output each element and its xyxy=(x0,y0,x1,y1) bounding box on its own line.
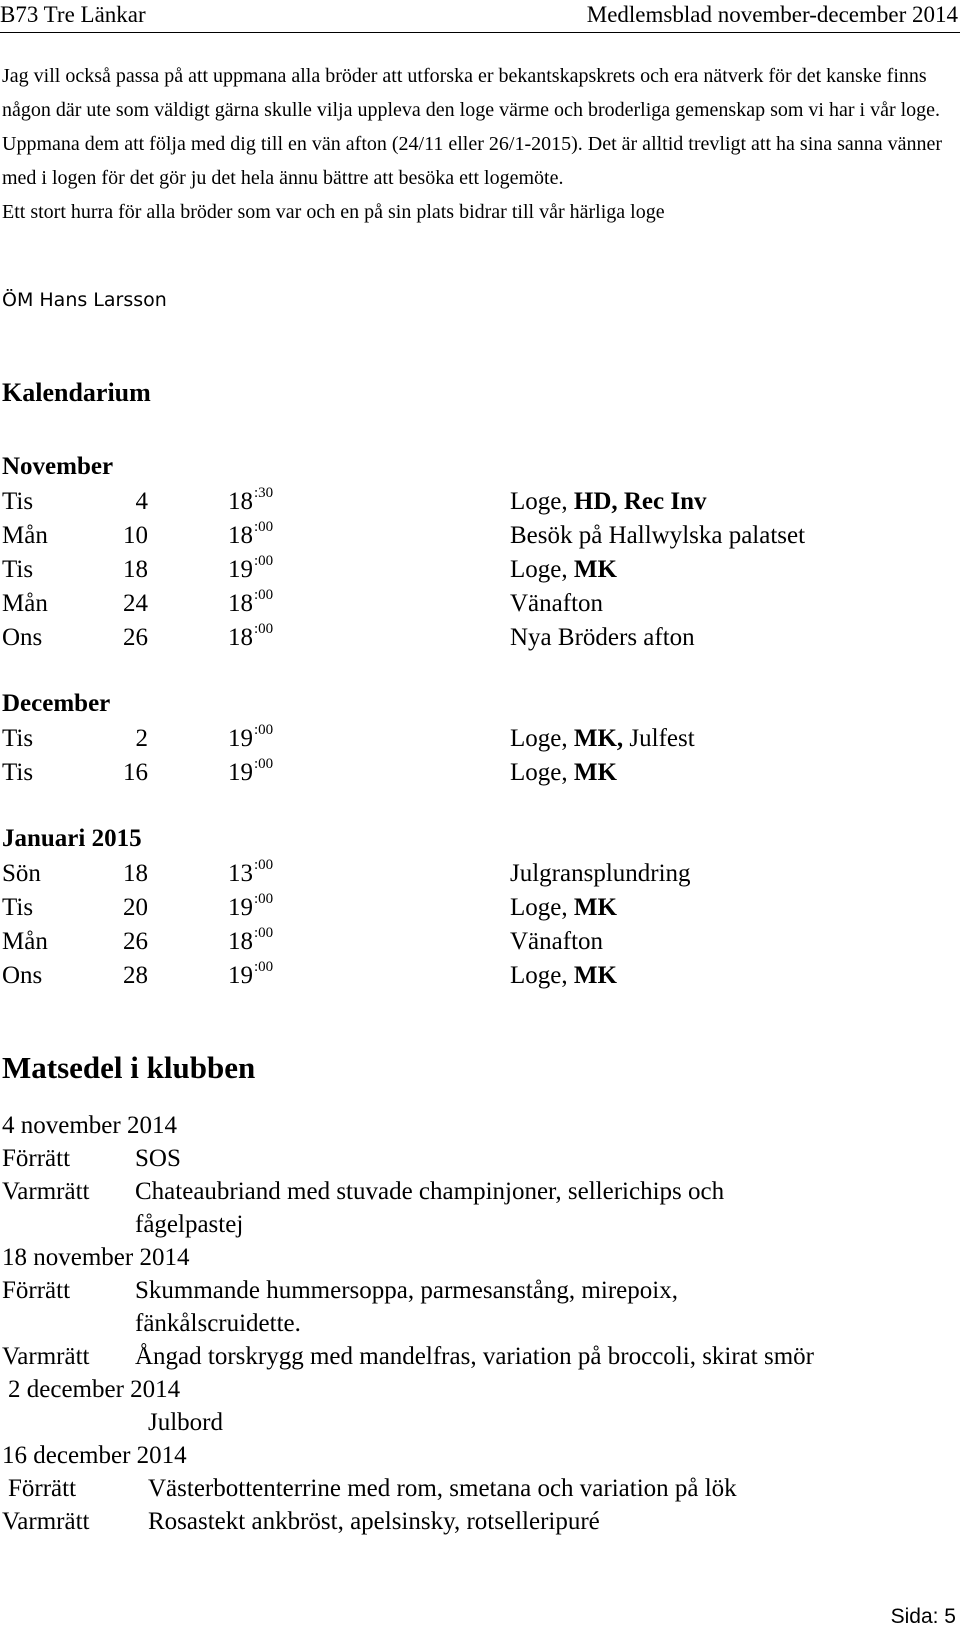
event-text-bold: MK xyxy=(573,962,617,989)
event-text-bold: MK, xyxy=(573,725,624,752)
menu-course-label: Varmrätt xyxy=(2,1343,90,1370)
event-hour: 19 xyxy=(228,962,253,989)
event-date: 26 xyxy=(123,928,148,955)
event-text-bold: MK xyxy=(573,556,617,583)
month-heading: November xyxy=(2,453,114,480)
event-time xyxy=(228,722,274,753)
event-date: 2 xyxy=(135,725,148,752)
event-weekday: Sön xyxy=(2,860,41,887)
event-weekday: Tis xyxy=(2,488,34,515)
event-minutes: :00 xyxy=(254,756,274,772)
event-minutes: :00 xyxy=(254,621,274,637)
calendar-title: Kalendarium xyxy=(2,378,151,407)
event-description xyxy=(510,759,617,787)
menu-date: 4 november 2014 xyxy=(2,1112,177,1139)
calendar-event xyxy=(0,756,960,792)
event-date: 16 xyxy=(123,759,148,786)
menu-dish: Ångad torskrygg med mandelfras, variation på broccoli, skirat smör xyxy=(135,1343,814,1370)
event-description xyxy=(510,556,617,584)
event-time xyxy=(228,621,274,652)
event-minutes: :00 xyxy=(254,925,274,941)
intro-text xyxy=(2,59,952,229)
menu-course-label: Förrätt xyxy=(8,1475,77,1502)
event-text: Loge, xyxy=(510,759,574,786)
event-time xyxy=(228,891,274,922)
month-heading: December xyxy=(2,690,111,717)
event-text: Besök på Hallwylska palatset xyxy=(510,522,806,549)
menu-dish: Rosastekt ankbröst, apelsinsky, rotselleripuré xyxy=(148,1508,600,1535)
event-date: 10 xyxy=(123,522,148,549)
event-hour: 18 xyxy=(228,624,253,651)
event-text: Nya Bröders afton xyxy=(510,624,695,651)
event-hour: 18 xyxy=(228,590,253,617)
menu-title: Matsedel i klubben xyxy=(2,1050,256,1085)
event-date: 26 xyxy=(123,624,148,651)
event-time xyxy=(228,553,274,584)
event-minutes: :00 xyxy=(254,891,274,907)
calendar-event xyxy=(0,485,960,521)
event-time xyxy=(228,925,274,956)
lodge-name: B73 Tre Länkar xyxy=(0,2,146,27)
event-description xyxy=(510,962,617,990)
event-weekday: Tis xyxy=(2,894,34,921)
event-time xyxy=(228,485,274,516)
menu-course-label: Förrätt xyxy=(2,1145,71,1172)
menu-dish: Julbord xyxy=(148,1409,223,1436)
event-hour: 19 xyxy=(228,725,253,752)
menu-dish: Chateaubriand med stuvade champinjoner, sellerichips och xyxy=(135,1178,725,1205)
menu-course-label: Varmrätt xyxy=(2,1178,90,1205)
event-date: 28 xyxy=(123,962,148,989)
calendar-event xyxy=(0,621,960,657)
event-description xyxy=(510,860,691,888)
event-time xyxy=(228,519,274,550)
calendar-event xyxy=(0,722,960,758)
event-date: 4 xyxy=(135,488,148,515)
calendar-event xyxy=(0,857,960,893)
event-description xyxy=(510,928,603,956)
event-text: Loge, xyxy=(510,725,574,752)
event-hour: 19 xyxy=(228,759,253,786)
event-text: Loge, xyxy=(510,894,574,921)
event-minutes: :00 xyxy=(254,857,274,873)
calendar-event xyxy=(0,553,960,589)
menu-dish: Skummande hummersoppa, parmesanstång, mirepoix, xyxy=(135,1277,678,1304)
event-date: 18 xyxy=(123,860,148,887)
event-time xyxy=(228,857,274,888)
event-minutes: :00 xyxy=(254,519,274,535)
event-text: Loge, xyxy=(510,556,574,583)
event-description xyxy=(510,624,695,652)
event-description xyxy=(510,488,707,516)
event-hour: 18 xyxy=(228,928,253,955)
event-text-bold: MK xyxy=(573,759,617,786)
event-weekday: Tis xyxy=(2,759,34,786)
calendar-event xyxy=(0,891,960,927)
menu-dish-continued: fänkålscruidette. xyxy=(135,1310,301,1337)
menu-course-label: Varmrätt xyxy=(2,1508,90,1535)
newsletter-title: Medlemsblad november-december 2014 xyxy=(586,2,958,27)
event-description xyxy=(510,725,695,753)
event-text-tail: Julfest xyxy=(623,725,695,752)
event-minutes: :00 xyxy=(254,722,274,738)
event-weekday: Mån xyxy=(2,590,48,617)
event-text: Vänafton xyxy=(510,928,604,955)
event-description xyxy=(510,894,617,922)
event-hour: 18 xyxy=(228,488,253,515)
event-text: Julgransplundring xyxy=(510,860,691,887)
event-description xyxy=(510,522,805,550)
calendar-event xyxy=(0,925,960,961)
event-text-bold: HD, Rec Inv xyxy=(573,488,707,515)
menu-dish: SOS xyxy=(135,1145,181,1172)
intro-paragraph-1: Jag vill också passa på att uppmana alla bröder att utforska er bekantskapskrets och era nätverk för det kanske finns någon där ute som väldigt gärna skulle vilja uppleva den loge värme och broderliga gemenskap som vi har i vår loge. Uppmana dem att följa med dig till en vän afton (24/11 eller 26/1-2015). Det är alltid trevligt att ha sina sanna vänner med i logen för det gör ju det hela ännu bättre att besöka ett logemöte. xyxy=(2,65,943,189)
event-text: Loge, xyxy=(510,488,574,515)
event-time xyxy=(228,959,274,990)
intro-paragraph-2: Ett stort hurra för alla bröder som var och en på sin plats bidrar till vår härliga loge xyxy=(2,201,665,223)
event-hour: 13 xyxy=(228,860,253,887)
month-heading: Januari 2015 xyxy=(2,825,142,852)
menu-date: 18 november 2014 xyxy=(2,1244,190,1271)
event-weekday: Ons xyxy=(2,624,43,651)
event-weekday: Ons xyxy=(2,962,43,989)
event-hour: 18 xyxy=(228,522,253,549)
signature: ÖM Hans Larsson xyxy=(2,289,167,311)
event-minutes: :00 xyxy=(254,587,274,603)
event-weekday: Mån xyxy=(2,522,48,549)
event-weekday: Mån xyxy=(2,928,48,955)
event-date: 24 xyxy=(123,590,148,617)
menu-course-label: Förrätt xyxy=(2,1277,71,1304)
menu-date: 2 december 2014 xyxy=(8,1376,181,1403)
event-minutes: :00 xyxy=(254,959,274,975)
event-minutes: :00 xyxy=(254,553,274,569)
page-number: Sida: 5 xyxy=(890,1605,956,1628)
event-time xyxy=(228,756,274,787)
menu-date: 16 december 2014 xyxy=(2,1442,187,1469)
event-time xyxy=(228,587,274,618)
calendar-event xyxy=(0,587,960,623)
event-minutes: :30 xyxy=(254,485,274,501)
event-weekday: Tis xyxy=(2,725,34,752)
menu-dish-continued: fågelpastej xyxy=(135,1211,244,1238)
event-text-bold: MK xyxy=(573,894,617,921)
calendar-event xyxy=(0,519,960,555)
event-text: Vänafton xyxy=(510,590,604,617)
event-date: 18 xyxy=(123,556,148,583)
event-hour: 19 xyxy=(228,556,253,583)
event-text: Loge, xyxy=(510,962,574,989)
calendar-event xyxy=(0,959,960,995)
page-header xyxy=(0,2,960,33)
event-description xyxy=(510,590,603,618)
event-hour: 19 xyxy=(228,894,253,921)
menu-dish: Västerbottenterrine med rom, smetana och variation på lök xyxy=(148,1475,737,1502)
event-date: 20 xyxy=(123,894,148,921)
event-weekday: Tis xyxy=(2,556,34,583)
